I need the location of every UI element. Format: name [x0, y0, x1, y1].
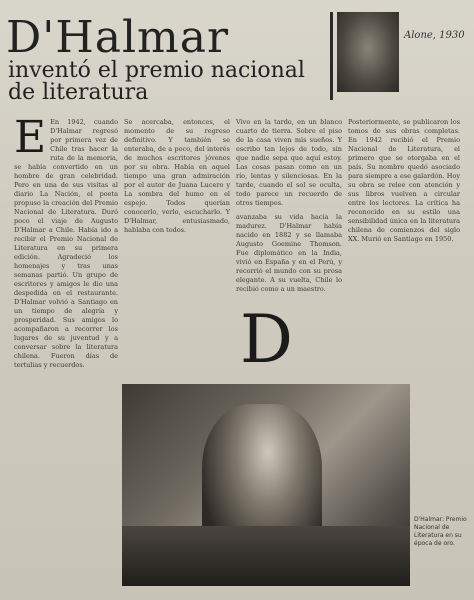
drop-cap-e: E	[14, 118, 47, 163]
author-tag: Alone, 1930	[404, 30, 465, 41]
article-subtitle-line-2: de literatura	[8, 80, 149, 105]
portrait-photo	[337, 12, 399, 92]
photo-caption: D'Halmar: Premio Nacional de Literatura en su época de oro.	[414, 516, 467, 547]
drop-cap-d: D	[240, 301, 293, 378]
column-1-text: En 1942, cuando D'Halmar regresó por primera vez de Chile tras hacer la ruta de la memoria, se había convertido en un hombre de gran celebridad. Pero en una de sus visitas al diario La Nación, el poeta propuso la creación del Premio Nacional de Literatura. Duró poco el viaje de Augusto D'Halmar a Chile. Había ido a recibir el Premio Nacional de Literatura en su primera edición. Agradeció los homenajes y tras unas semanas partió. Un grupo de escritores y amigos le dio una despedida en el restaurante. D'Halmar volvió a Santiago en un tiempo de alegría y prosperidad. Sus amigos lo acompañaron a recorrer los lugares de su juventud y a conversar sobre la literatura chilena. Fueron días de tertulias y recuerdos.	[14, 118, 118, 369]
main-photo	[122, 384, 410, 586]
column-4-text: Posteriormente, se publicaron los tomos de sus obras completas. En 1942 recibió el Premio Nacional de Literatura, el primero que se otorgaba en el país. Su nombre quedó asociado para siempre a ese galardón. Hoy su obra se relee con atención y sus libros vuelven a circular entre los lectores. La crítica ha reconocido en su estilo una sensibilidad única en la literatura chilena de comienzos del siglo XX. Murió en Santiago en 1950.	[348, 118, 460, 243]
article-subtitle-line-1: inventó el premio nacional	[8, 58, 305, 83]
column-3-text: Vivo en la tarde, en un blanco cuarto de tierra. Sobre el piso de la casa viven mis sueños. Y escribo tan lejos de todo, sin que nadie sepa que aquí estoy. Las cosas pasan como en un río, lentas y silenciosas. En la tarde, cuando el sol se oculta, todo parece un recuerdo de otros tiempos.	[236, 118, 342, 207]
title-divider	[330, 12, 333, 100]
column-3b-text: avanzaba su vida hacia la madurez. D'Halmar había nacido en 1882 y se llamaba Augusto Goemine Thomson. Fue diplomático en la India, vivió en España y en el Perú, y recorrió el mundo con su prosa elegante. A su vuelta, Chile lo recibió como a un maestro.	[236, 213, 342, 293]
article-column-1	[14, 118, 118, 586]
article-column-2	[124, 118, 230, 374]
article-title: D'Halmar	[6, 12, 230, 63]
column-2-text: Se acercaba, entonces, el momento de su regreso definitivo. Y también se enteraba, de a poco, del interés de muchos escritores jóvenes por su obra. Había en aquel tiempo una gran admiración por el autor de Juana Lucero y La sombra del humo en el espejo. Todos querían conocerlo, verlo, escucharlo. Y D'Halmar, entusiasmado, hablaba con todos.	[124, 118, 230, 234]
photo-desk	[122, 526, 410, 586]
